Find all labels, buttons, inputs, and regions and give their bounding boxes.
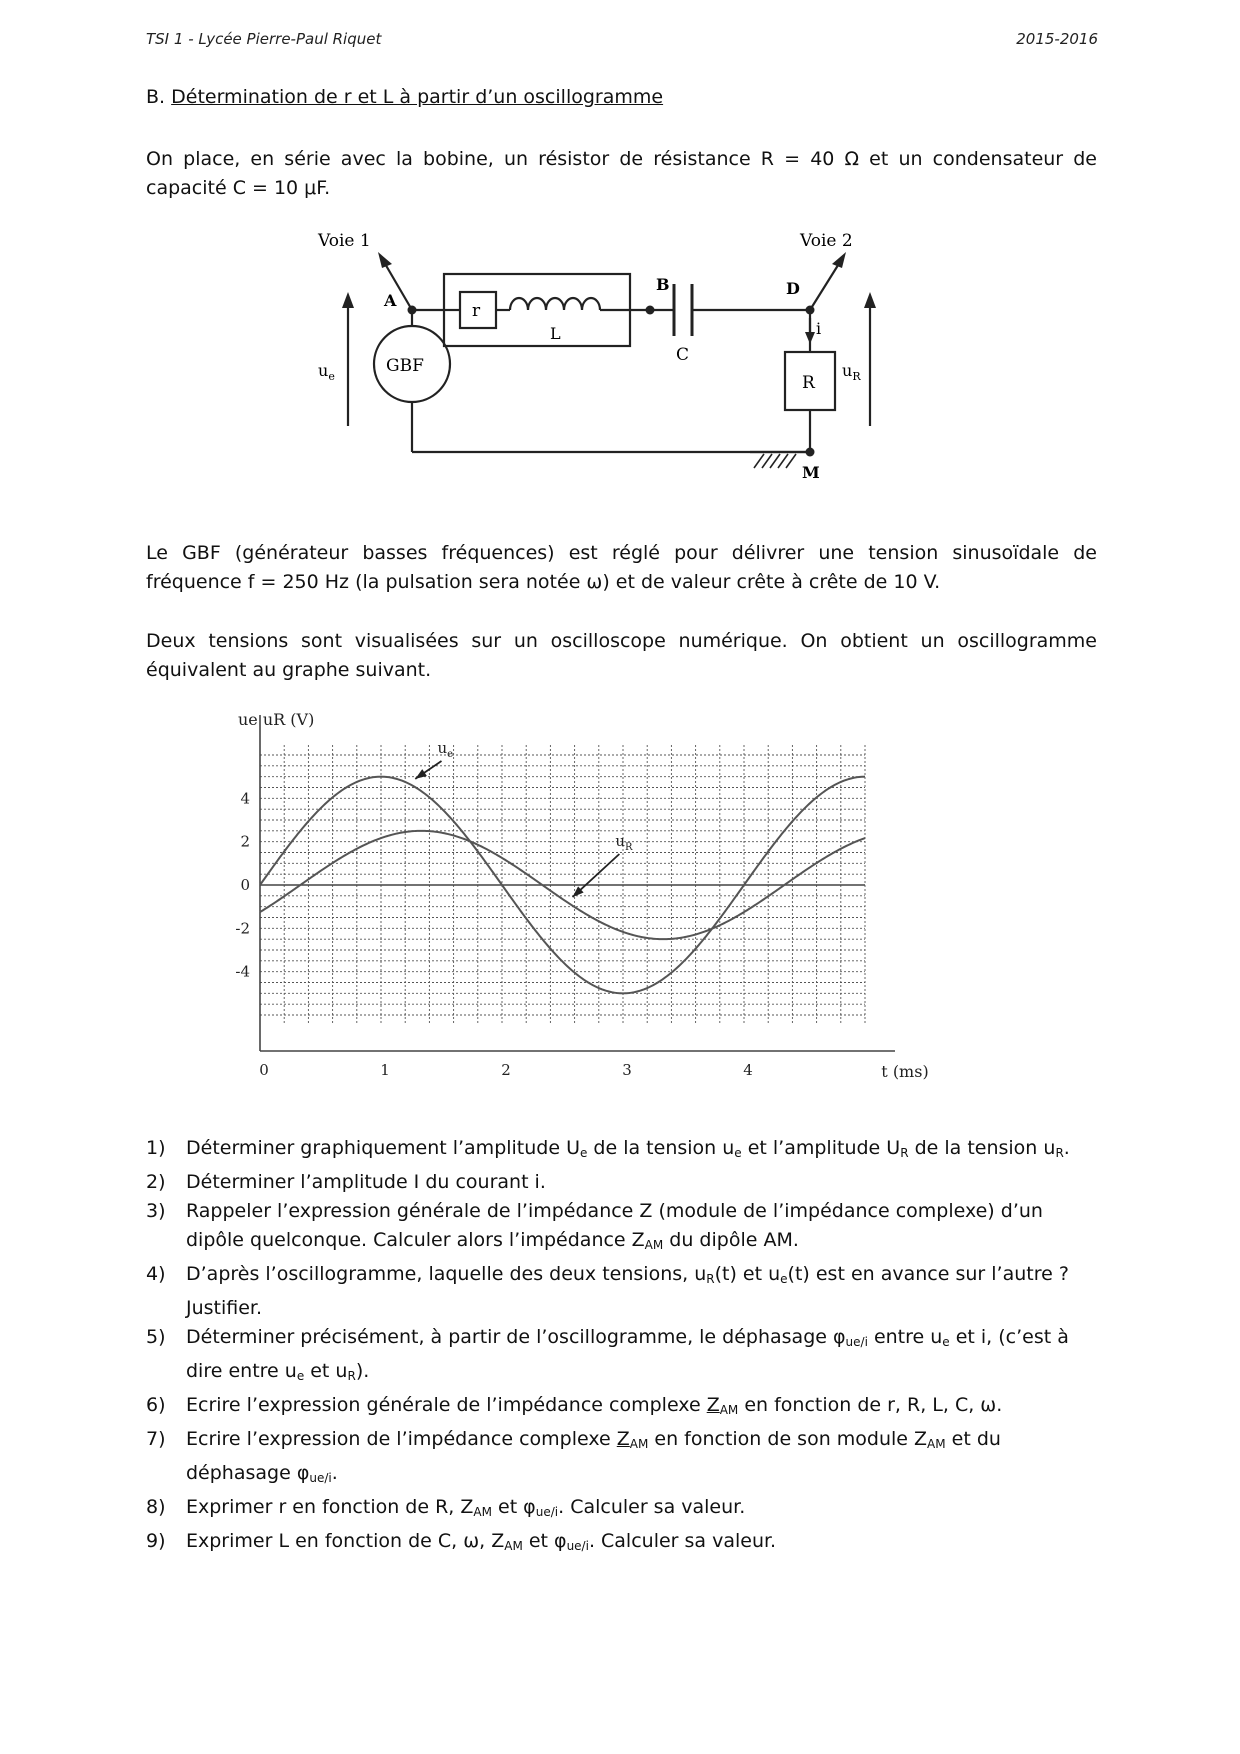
question-text: de la tension u bbox=[908, 1137, 1056, 1159]
node-d-dot bbox=[806, 306, 815, 315]
question-subscript: ue/i bbox=[845, 1335, 868, 1349]
node-a-dot bbox=[408, 306, 417, 315]
x-tick-label: 4 bbox=[743, 1061, 753, 1079]
voie1-label: Voie 1 bbox=[318, 231, 371, 251]
question-item bbox=[146, 1425, 1106, 1493]
section-prefix: B. bbox=[146, 86, 166, 108]
question-number: 1) bbox=[146, 1137, 166, 1159]
question-text: de la tension u bbox=[587, 1137, 735, 1159]
question-number: 2) bbox=[146, 1171, 166, 1193]
capacitor-c-label: C bbox=[676, 345, 690, 365]
question-number: 5) bbox=[146, 1326, 166, 1348]
node-m-label: M bbox=[802, 463, 820, 482]
resistor-big-r-label: R bbox=[802, 373, 815, 393]
header-right: 2015-2016 bbox=[1016, 30, 1098, 48]
y-tick-label: 0 bbox=[240, 876, 250, 894]
question-text: Déterminer graphiquement l’amplitude U bbox=[186, 1137, 580, 1159]
x-tick-label: 1 bbox=[380, 1061, 390, 1079]
intro-paragraph bbox=[146, 145, 1097, 203]
question-item bbox=[146, 1323, 1106, 1391]
question-item bbox=[146, 1493, 1106, 1527]
intro-line-2: capacité C = 10 μF. bbox=[146, 177, 331, 199]
questions-list bbox=[146, 1134, 1106, 1561]
question-item bbox=[146, 1260, 1106, 1323]
node-a-label: A bbox=[384, 291, 397, 310]
y-tick-label: -2 bbox=[235, 919, 250, 938]
voie2-label: Voie 2 bbox=[800, 231, 853, 251]
question-subscript: ue/i bbox=[535, 1505, 559, 1519]
voie2-arrowhead bbox=[832, 252, 846, 268]
question-text: (t) et u bbox=[714, 1263, 781, 1285]
question-text: D’après l’oscillogramme, laquelle des deux tensions, u bbox=[186, 1263, 707, 1285]
question-item bbox=[146, 1197, 1106, 1260]
question-text: . bbox=[331, 1462, 338, 1484]
question-number: 3) bbox=[146, 1200, 166, 1222]
y-axis-label: ue uR (V) bbox=[238, 710, 315, 729]
ue-label: $u_e$ bbox=[318, 361, 335, 383]
question-text: Exprimer L en fonction de C, ω, Z bbox=[186, 1530, 505, 1552]
question-number: 8) bbox=[146, 1496, 166, 1518]
osc-paragraph bbox=[146, 627, 1097, 685]
question-item bbox=[146, 1168, 1106, 1197]
question-text: et du déphasage φ bbox=[186, 1428, 1001, 1484]
node-d-label: D bbox=[786, 279, 800, 298]
question-text: . Calculer sa valeur. bbox=[588, 1530, 777, 1552]
question-subscript: AM bbox=[504, 1539, 523, 1553]
x-axis-label: t (ms) bbox=[881, 1062, 929, 1081]
intro-line-1: On place, en série avec la bobine, un résistor de résistance R = 40 Ω et un condensateur de bbox=[146, 148, 1097, 170]
voie2-probe bbox=[810, 262, 840, 310]
question-subscript: AM bbox=[719, 1403, 739, 1417]
question-subscript: AM bbox=[927, 1437, 946, 1451]
question-text: et φ bbox=[491, 1496, 536, 1518]
question-text: ). bbox=[355, 1360, 370, 1382]
question-text: Ecrire l’expression générale de l’impédance complexe bbox=[186, 1394, 707, 1416]
question-subscript: R bbox=[347, 1369, 356, 1383]
question-text: et l’amplitude U bbox=[741, 1137, 901, 1159]
current-label: i bbox=[816, 319, 822, 338]
question-text: Rappeler l’expression générale de l’impédance Z (module de l’impédance complexe) d’un dipôle quelconque. Calculer alors l’impédance Z bbox=[186, 1200, 1043, 1251]
ue-arrowhead bbox=[342, 292, 354, 308]
question-text: Ecrire l’expression de l’impédance complexe bbox=[186, 1428, 617, 1450]
x-tick-label: 0 bbox=[259, 1061, 269, 1079]
question-subscript: AM bbox=[473, 1505, 492, 1519]
inductor-l-label: L bbox=[550, 324, 561, 343]
question-text: en fonction de son module Z bbox=[648, 1428, 928, 1450]
x-tick-label: 2 bbox=[501, 1061, 511, 1079]
question-subscript: R bbox=[900, 1146, 909, 1160]
question-subscript: R bbox=[706, 1272, 715, 1286]
gbf-label: GBF bbox=[386, 356, 424, 376]
question-subscript: ue/i bbox=[566, 1539, 589, 1553]
inductor-coil bbox=[510, 298, 600, 310]
series-uR-label: $u_R$ bbox=[615, 832, 633, 853]
question-subscript: e bbox=[942, 1335, 950, 1349]
question-item bbox=[146, 1527, 1106, 1561]
question-text: et φ bbox=[522, 1530, 567, 1552]
question-text: en fonction de r, R, L, C, ω. bbox=[738, 1394, 1003, 1416]
oscillogram-chart bbox=[235, 710, 1010, 1110]
question-underlined: Z bbox=[616, 1428, 630, 1450]
node-b-dot bbox=[646, 306, 655, 315]
gbf-paragraph bbox=[146, 539, 1097, 597]
gbf-line-1: Le GBF (générateur basses fréquences) est réglé pour délivrer une tension sinusoïdale de bbox=[146, 542, 1097, 564]
question-underlined: Z bbox=[706, 1394, 720, 1416]
question-text: entre u bbox=[867, 1326, 943, 1348]
question-text: Exprimer r en fonction de R, Z bbox=[186, 1496, 474, 1518]
y-tick-label: 4 bbox=[240, 789, 250, 808]
header-left: TSI 1 - Lycée Pierre-Paul Riquet bbox=[146, 30, 382, 48]
question-text: et u bbox=[304, 1360, 348, 1382]
ur-arrowhead bbox=[864, 292, 876, 308]
current-arrowhead bbox=[805, 332, 815, 344]
question-number: 9) bbox=[146, 1530, 166, 1552]
voie1-arrowhead bbox=[378, 252, 392, 268]
question-number: 7) bbox=[146, 1428, 166, 1450]
node-b-label: B bbox=[656, 275, 670, 294]
question-text: . bbox=[1063, 1137, 1070, 1159]
question-number: 6) bbox=[146, 1394, 166, 1416]
question-subscript: AM bbox=[629, 1437, 649, 1451]
question-text: Déterminer l’amplitude I du courant i. bbox=[186, 1171, 546, 1193]
question-subscript: AM bbox=[644, 1238, 664, 1252]
x-tick-label: 3 bbox=[622, 1061, 632, 1079]
osc-line-2: équivalent au graphe suivant. bbox=[146, 659, 432, 681]
y-tick-label: 2 bbox=[240, 832, 250, 851]
y-tick-label: -4 bbox=[235, 962, 250, 981]
question-number: 4) bbox=[146, 1263, 166, 1285]
question-text: du dipôle AM. bbox=[663, 1229, 799, 1251]
series-ue-label: $u_e$ bbox=[437, 739, 454, 760]
question-subscript: e bbox=[734, 1146, 742, 1160]
node-m-dot bbox=[806, 448, 815, 457]
question-text: (t) est en avance sur l’autre ? Justifier. bbox=[186, 1263, 1069, 1319]
question-subscript: e bbox=[296, 1369, 305, 1383]
question-text: et i, (c’est à dire entre u bbox=[186, 1326, 1069, 1382]
question-item bbox=[146, 1391, 1106, 1425]
series-ue-pointer-head bbox=[415, 769, 427, 779]
circuit-diagram bbox=[310, 222, 870, 482]
question-item bbox=[146, 1134, 1106, 1168]
question-subscript: R bbox=[1055, 1146, 1064, 1160]
section-title-text: Détermination de r et L à partir d’un oscillogramme bbox=[171, 86, 664, 108]
question-subscript: e bbox=[780, 1272, 788, 1286]
question-text: Déterminer précisément, à partir de l’oscillogramme, le déphasage φ bbox=[186, 1326, 846, 1348]
question-subscript: e bbox=[580, 1146, 588, 1160]
question-text: . Calculer sa valeur. bbox=[558, 1496, 746, 1518]
osc-line-1: Deux tensions sont visualisées sur un oscilloscope numérique. On obtient un oscillogramme bbox=[146, 630, 1097, 652]
section-title bbox=[146, 86, 663, 108]
resistor-r-label: r bbox=[472, 301, 481, 321]
ur-label: $u_R$ bbox=[842, 361, 861, 383]
gbf-line-2: fréquence f = 250 Hz (la pulsation sera notée ω) et de valeur crête à crête de 10 V. bbox=[146, 571, 941, 593]
question-subscript: ue/i bbox=[309, 1471, 332, 1485]
